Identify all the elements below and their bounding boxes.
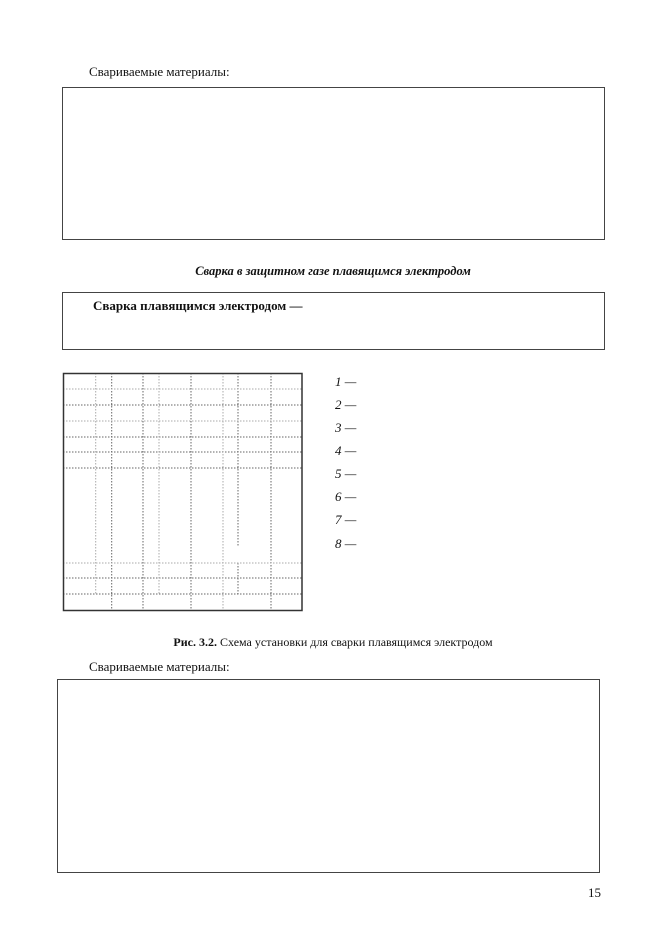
legend-item: 1 — bbox=[335, 374, 357, 389]
section-heading: Сварка в защитном газе плавящимся электродом bbox=[195, 264, 471, 278]
caption-text: Схема установки для сварки плавящимся электродом bbox=[217, 635, 493, 649]
figure-caption bbox=[0, 635, 666, 650]
grid-border bbox=[64, 374, 303, 611]
page-number: 15 bbox=[588, 885, 601, 900]
caption-number: Рис. 3.2. bbox=[173, 635, 217, 649]
legend-item: 8 — bbox=[335, 536, 357, 551]
legend-item: 3 — bbox=[335, 420, 357, 435]
definition-title: Сварка плавящимся электродом — bbox=[93, 298, 303, 313]
materials-label-1: Свариваемые материалы: bbox=[89, 64, 230, 79]
materials-box-2[interactable] bbox=[57, 679, 600, 873]
legend-item: 2 — bbox=[335, 397, 357, 412]
legend-item: 4 — bbox=[335, 443, 357, 458]
legend-item: 5 — bbox=[335, 466, 357, 481]
legend-item: 6 — bbox=[335, 489, 357, 504]
legend-item: 7 — bbox=[335, 512, 357, 527]
materials-label-2: Свариваемые материалы: bbox=[89, 659, 230, 674]
